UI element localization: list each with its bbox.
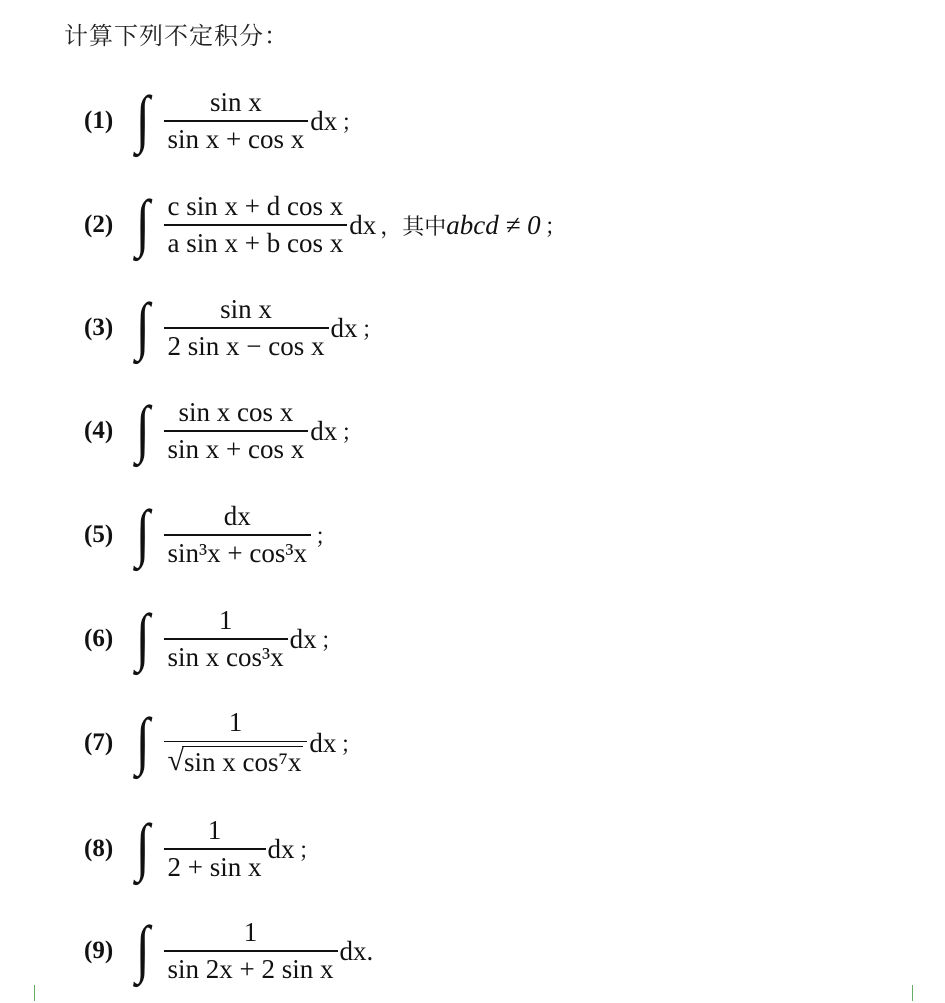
page-heading: 计算下列不定积分： (64, 22, 289, 50)
denominator (164, 744, 308, 779)
numerator: sin x cos x (178, 397, 294, 428)
fraction-bar (164, 950, 338, 952)
differential: dx (349, 209, 377, 240)
differential: dx (310, 105, 338, 136)
integral-sign-icon: ∫ (135, 811, 150, 882)
fraction-bar (164, 224, 348, 226)
numerator: sin x (210, 87, 262, 118)
problem-7 (84, 698, 362, 788)
problem-label: (1) (84, 107, 114, 134)
integral-sign-icon: ∫ (135, 601, 150, 672)
fraction (164, 707, 308, 778)
fraction-bar (164, 430, 309, 432)
denominator: sin x + cos x (167, 123, 305, 154)
square-root-icon: √ (167, 744, 184, 778)
fraction-bar (164, 534, 311, 536)
problem-label: (2) (84, 211, 114, 238)
problem-2 (84, 180, 567, 270)
fraction (164, 397, 309, 465)
differential: dx (330, 312, 358, 343)
punctuation: ； (298, 838, 321, 864)
problem-label: (4) (84, 417, 114, 444)
condition-text: ，其中 (380, 214, 447, 240)
differential: dx (310, 415, 338, 446)
punctuation: ； (314, 524, 337, 550)
punctuation: ； (320, 628, 343, 654)
fraction (164, 294, 329, 362)
fraction (164, 87, 309, 155)
integral-sign-icon: ∫ (135, 913, 150, 984)
differential: dx. (339, 935, 374, 966)
problem-6 (84, 594, 343, 684)
differential: dx (267, 833, 295, 864)
problem-3 (84, 283, 384, 373)
numerator: 1 (243, 917, 258, 948)
problem-9 (84, 906, 373, 996)
denominator: 2 sin x − cos x (167, 330, 325, 361)
fraction-bar (164, 638, 288, 640)
numerator: 1 (228, 707, 243, 738)
numerator: 1 (207, 815, 222, 846)
integral-sign-icon: ∫ (135, 290, 150, 361)
punctuation: ； (341, 110, 364, 136)
integral-sign-icon: ∫ (135, 705, 150, 776)
denominator: a sin x + b cos x (167, 227, 344, 258)
punctuation: ； (341, 420, 364, 446)
denominator: 2 + sin x (167, 851, 262, 882)
problem-label: (7) (84, 729, 114, 756)
numerator: c sin x + d cos x (167, 191, 344, 222)
fraction (164, 605, 288, 673)
fraction-bar (164, 848, 266, 850)
problem-5 (84, 490, 337, 580)
problem-8 (84, 804, 321, 894)
condition-math: abcd ≠ 0 (446, 209, 541, 240)
numerator: 1 (218, 605, 233, 636)
denominator: sin 2x + 2 sin x (167, 953, 334, 984)
problem-label: (5) (84, 521, 114, 548)
differential: dx (309, 727, 337, 758)
fraction (164, 501, 311, 569)
fraction (164, 917, 338, 985)
left-margin-mark (34, 985, 35, 1001)
punctuation: ； (361, 317, 384, 343)
denominator: sin x cos³x (167, 641, 284, 672)
fraction (164, 191, 348, 259)
denominator: sin³x + cos³x (167, 537, 307, 568)
right-margin-mark (912, 985, 913, 1001)
punctuation: ； (544, 214, 567, 240)
integral-sign-icon: ∫ (135, 393, 150, 464)
punctuation: ； (340, 732, 363, 758)
problem-label: (8) (84, 835, 114, 862)
problem-label: (6) (84, 625, 114, 652)
problem-1 (84, 76, 363, 166)
numerator: dx (223, 501, 251, 532)
fraction-bar (164, 741, 308, 743)
differential: dx (289, 623, 317, 654)
radicand: sin x cos⁷x (184, 747, 302, 778)
problem-label: (3) (84, 314, 114, 341)
problem-4 (84, 386, 363, 476)
fraction (164, 815, 266, 883)
numerator: sin x (220, 294, 272, 325)
integral-sign-icon: ∫ (135, 497, 150, 568)
integral-sign-icon: ∫ (135, 83, 150, 154)
problem-label: (9) (84, 937, 114, 964)
denominator: sin x + cos x (167, 433, 305, 464)
fraction-bar (164, 327, 329, 329)
fraction-bar (164, 120, 309, 122)
integral-sign-icon: ∫ (135, 187, 150, 258)
